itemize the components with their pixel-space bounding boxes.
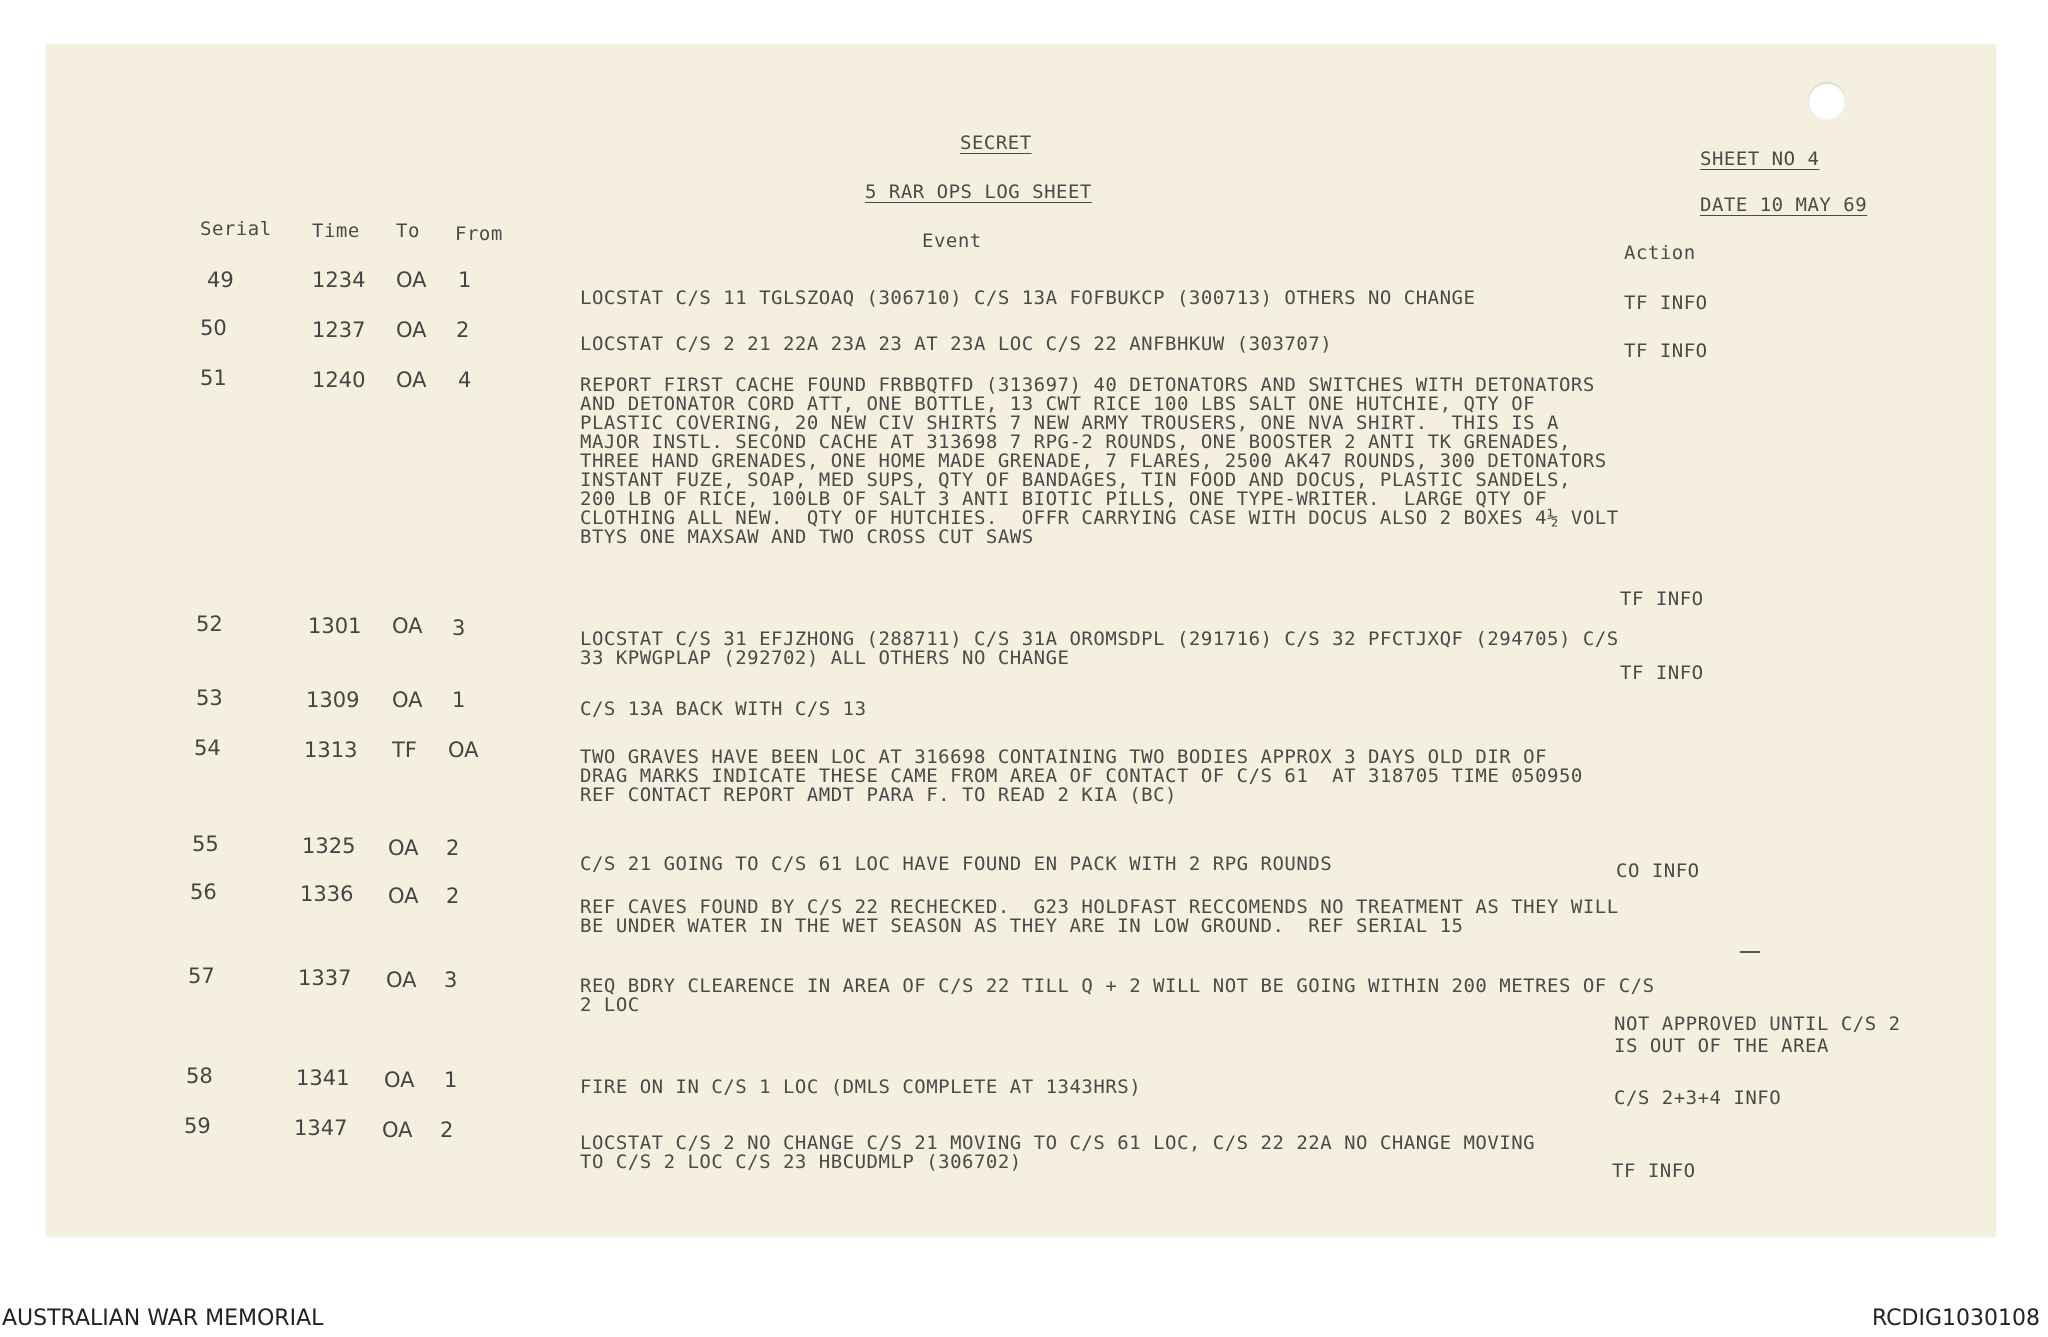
archive-credit: AUSTRALIAN WAR MEMORIAL (2, 1306, 324, 1331)
time-cell: 1341 (296, 1066, 350, 1090)
time-cell: 1240 (312, 368, 366, 392)
action-text: CO INFO (1616, 860, 1700, 882)
column-header-serial: Serial (200, 218, 272, 240)
dash-mark (1740, 951, 1760, 953)
event-text: LOCSTAT C/S 2 NO CHANGE C/S 21 MOVING TO C/S 61 LOC, C/S 22 22A NO CHANGE MOVING TO C/S 2 LOC C/S 23 HBCUDMLP (306702) (580, 1132, 1536, 1173)
serial-cell: 58 (186, 1064, 213, 1088)
time-cell: 1336 (300, 882, 354, 906)
from-cell: 3 (452, 616, 466, 640)
serial-cell: 50 (200, 316, 227, 340)
column-header-from: From (455, 223, 503, 245)
from-cell: 2 (446, 836, 460, 860)
to-cell: OA (392, 688, 423, 712)
event-text: REPORT FIRST CACHE FOUND FRBBQTFD (313697) 40 DETONATORS AND SWITCHES WITH DETONATORS AND DETONATOR CORD ATT, ONE BOTTLE, 13 CWT RICE 100 LBS SALT ONE HUTCHIE, QTY OF PLASTIC COVERING, 20 NEW CIV SHIRTS 7 NEW ARMY TROUSERS, ONE NVA SHIRT. THIS IS A MAJOR INSTL. SECOND CACHE AT 313698 7 RPG-2 ROUNDS, ONE BOOSTER 2 ANTI TK GRENADES, THREE HAND GRENADES, ONE HOME MADE GRENADE, 7 FLARES, 2500 AK47 ROUNDS, 300 DETONATORS INSTANT FUZE, SOAP, MED SUPS, QTY OF BANDAGES, TIN FOOD AND DOCUS, PLASTIC SANDELS, 200 LB OF RICE, 100LB OF SALT 3 ANTI BIOTIC PILLS, ONE TYPE-WRITER. LARGE QTY OF CLOTHING ALL NEW. QTY OF HUTCHIES. OFFR CARRYING CASE WITH DOCUS ALSO 2 BOXES 4½ VOLT BTYS ONE MAXSAW AND TWO CROSS CUT SAWS (580, 374, 1619, 548)
serial-cell: 56 (190, 880, 217, 904)
from-cell: 4 (458, 368, 472, 392)
punch-hole (1808, 82, 1846, 120)
column-header-event: Event (922, 230, 982, 252)
time-cell: 1237 (312, 318, 366, 342)
to-cell: OA (384, 1068, 415, 1092)
serial-cell: 52 (196, 612, 223, 636)
to-cell: OA (396, 318, 427, 342)
action-text: TF INFO (1624, 340, 1708, 362)
column-header-to: To (396, 220, 420, 242)
column-header-time: Time (312, 220, 360, 242)
event-text: LOCSTAT C/S 11 TGLSZOAQ (306710) C/S 13A FOFBUKCP (300713) OTHERS NO CHANGE (580, 287, 1476, 309)
to-cell: OA (392, 614, 423, 638)
from-cell: 1 (458, 268, 472, 292)
serial-cell: 53 (196, 686, 223, 710)
from-cell: 2 (456, 318, 470, 342)
column-header-action: Action (1624, 242, 1696, 264)
serial-cell: 57 (188, 964, 215, 988)
log-date: DATE 10 MAY 69 (1700, 194, 1868, 216)
event-text: LOCSTAT C/S 2 21 22A 23A 23 AT 23A LOC C/S 22 ANFBHKUW (303707) (580, 333, 1333, 355)
event-text: FIRE ON IN C/S 1 LOC (DMLS COMPLETE AT 1343HRS) (580, 1076, 1142, 1098)
action-text: C/S 2+3+4 INFO (1614, 1087, 1782, 1109)
event-text: C/S 21 GOING TO C/S 61 LOC HAVE FOUND EN PACK WITH 2 RPG ROUNDS (580, 853, 1333, 875)
event-text: REQ BDRY CLEARENCE IN AREA OF C/S 22 TILL Q + 2 WILL NOT BE GOING WITHIN 200 METRES OF C/S 2 LOC (580, 975, 1655, 1016)
sheet-number: SHEET NO 4 (1700, 148, 1820, 170)
time-cell: 1234 (312, 268, 366, 292)
to-cell: OA (396, 368, 427, 392)
action-text: TF INFO (1612, 1160, 1696, 1182)
from-cell: 1 (452, 688, 466, 712)
from-cell: 3 (444, 968, 458, 992)
from-cell: 2 (440, 1118, 454, 1142)
from-cell: 1 (444, 1068, 458, 1092)
to-cell: OA (386, 968, 417, 992)
archive-reference: RCDIG1030108 (1871, 1306, 2040, 1331)
serial-cell: 55 (192, 832, 219, 856)
to-cell: OA (382, 1118, 413, 1142)
classification-marking: SECRET (960, 132, 1032, 154)
to-cell: OA (388, 836, 419, 860)
log-sheet-title: 5 RAR OPS LOG SHEET (865, 181, 1092, 203)
to-cell: TF (392, 738, 417, 762)
serial-cell: 49 (207, 268, 234, 292)
serial-cell: 54 (194, 736, 221, 760)
action-text: TF INFO (1620, 662, 1704, 684)
event-text: C/S 13A BACK WITH C/S 13 (580, 698, 867, 720)
event-text: TWO GRAVES HAVE BEEN LOC AT 316698 CONTAINING TWO BODIES APPROX 3 DAYS OLD DIR OF DRAG MARKS INDICATE THESE CAME FROM AREA OF CONTACT OF C/S 61 AT 318705 TIME 050950 REF CONTACT REPORT AMDT PARA F. TO READ 2 KIA (BC) (580, 746, 1583, 806)
time-cell: 1309 (306, 688, 360, 712)
time-cell: 1301 (308, 614, 362, 638)
time-cell: 1337 (298, 966, 352, 990)
time-cell: 1347 (294, 1116, 348, 1140)
action-text: TF INFO (1620, 588, 1704, 610)
from-cell: 2 (446, 884, 460, 908)
action-text: TF INFO (1624, 292, 1708, 314)
serial-cell: 51 (200, 366, 227, 390)
event-text: LOCSTAT C/S 31 EFJZHONG (288711) C/S 31A OROMSDPL (291716) C/S 32 PFCTJXQF (294705) C/S 33 KPWGPLAP (292702) ALL OTHERS NO CHANGE (580, 628, 1619, 669)
action-text: NOT APPROVED UNTIL C/S 2 IS OUT OF THE AREA (1614, 1013, 1901, 1057)
to-cell: OA (388, 884, 419, 908)
from-cell: OA (448, 738, 479, 762)
serial-cell: 59 (184, 1114, 211, 1138)
to-cell: OA (396, 268, 427, 292)
time-cell: 1325 (302, 834, 356, 858)
time-cell: 1313 (304, 738, 358, 762)
event-text: REF CAVES FOUND BY C/S 22 RECHECKED. G23 HOLDFAST RECCOMENDS NO TREATMENT AS THEY WILL BE UNDER WATER IN THE WET SEASON AS THEY ARE IN LOW GROUND. REF SERIAL 15 (580, 896, 1619, 937)
